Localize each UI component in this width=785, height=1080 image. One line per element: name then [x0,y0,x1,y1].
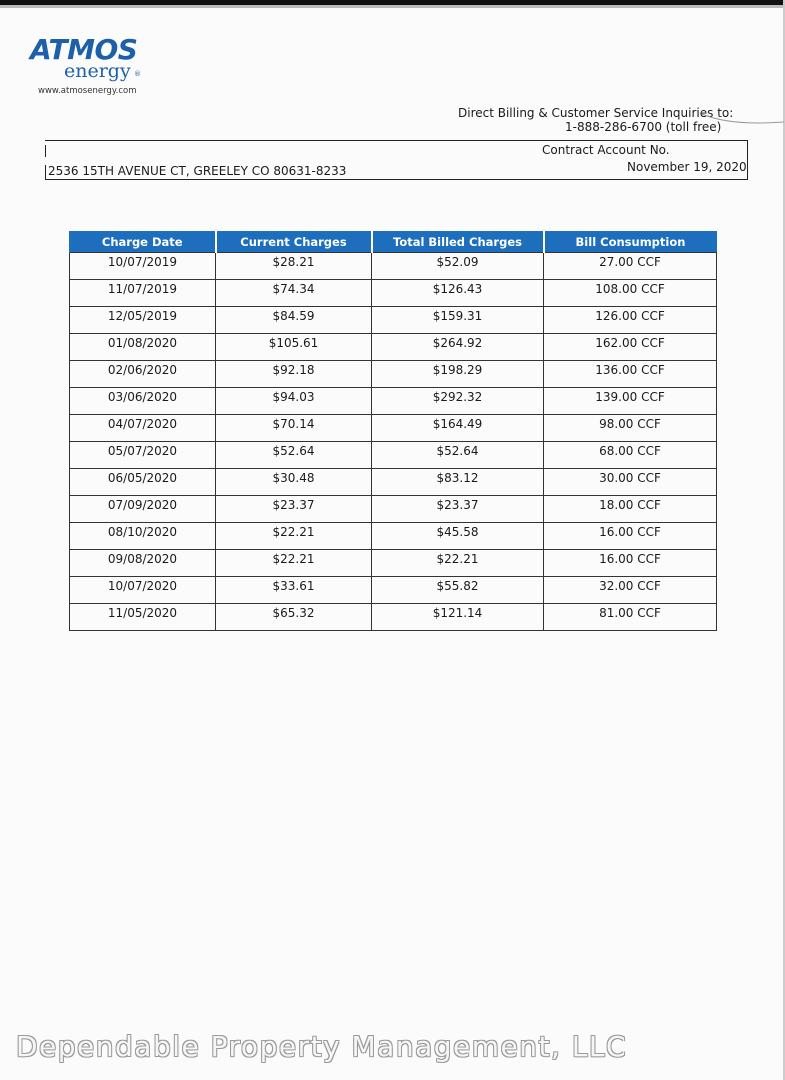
total-billed-cell: $198.29 [372,361,544,388]
total-billed-cell: $264.92 [372,334,544,361]
table-row [70,334,717,361]
consumption-cell: 126.00 CCF [544,307,717,334]
charge-date-cell: 02/06/2020 [70,361,216,388]
consumption-cell: 16.00 CCF [544,550,717,577]
charge-date-cell: 07/09/2020 [70,496,216,523]
current-charges-cell: $65.32 [216,604,372,631]
current-charges-cell: $70.14 [216,415,372,442]
total-billed-cell: $52.64 [372,442,544,469]
contract-account-label: Contract Account No. [542,143,670,157]
table-row [70,550,717,577]
charge-date-cell: 04/07/2020 [70,415,216,442]
column-header: Bill Consumption [544,232,717,253]
consumption-cell: 98.00 CCF [544,415,717,442]
charge-date-cell: 11/07/2019 [70,280,216,307]
scan-edge-shadow [0,5,785,8]
atmos-energy-logo [30,30,150,100]
table-row [70,496,717,523]
logo-registered-mark: ® [134,70,141,78]
total-billed-cell: $45.58 [372,523,544,550]
current-charges-cell: $52.64 [216,442,372,469]
service-address: 2536 15TH AVENUE CT, GREELEY CO 80631-8233 [48,164,347,178]
table-row [70,388,717,415]
consumption-cell: 30.00 CCF [544,469,717,496]
column-header: Current Charges [216,232,372,253]
logo-subtitle: energy [64,60,131,82]
current-charges-cell: $74.34 [216,280,372,307]
table-row [70,361,717,388]
current-charges-cell: $22.21 [216,523,372,550]
consumption-cell: 81.00 CCF [544,604,717,631]
total-billed-cell: $292.32 [372,388,544,415]
current-charges-cell: $94.03 [216,388,372,415]
charge-date-cell: 11/05/2020 [70,604,216,631]
charge-date-cell: 08/10/2020 [70,523,216,550]
pen-mark-icon [700,100,785,130]
consumption-cell: 32.00 CCF [544,577,717,604]
total-billed-cell: $83.12 [372,469,544,496]
statement-date: November 19, 2020 [627,160,747,174]
inquiries-phone: 1-888-286-6700 (toll free) [565,120,722,134]
current-charges-cell: $92.18 [216,361,372,388]
box-left-mark [45,165,46,179]
consumption-cell: 68.00 CCF [544,442,717,469]
total-billed-cell: $22.21 [372,550,544,577]
current-charges-cell: $33.61 [216,577,372,604]
charge-date-cell: 03/06/2020 [70,388,216,415]
table-row [70,604,717,631]
table-row [70,307,717,334]
consumption-cell: 27.00 CCF [544,253,717,280]
current-charges-cell: $84.59 [216,307,372,334]
consumption-cell: 162.00 CCF [544,334,717,361]
table-row [70,469,717,496]
total-billed-cell: $126.43 [372,280,544,307]
current-charges-cell: $30.48 [216,469,372,496]
logo-wordmark: ATMOS [30,33,138,66]
consumption-cell: 139.00 CCF [544,388,717,415]
table-row [70,442,717,469]
total-billed-cell: $55.82 [372,577,544,604]
charge-date-cell: 10/07/2019 [70,253,216,280]
table-row [70,577,717,604]
charge-date-cell: 06/05/2020 [70,469,216,496]
box-left-mark [45,145,46,157]
table-row [70,415,717,442]
consumption-cell: 136.00 CCF [544,361,717,388]
charge-date-cell: 10/07/2020 [70,577,216,604]
total-billed-cell: $23.37 [372,496,544,523]
current-charges-cell: $22.21 [216,550,372,577]
current-charges-cell: $23.37 [216,496,372,523]
table-row [70,280,717,307]
column-header: Total Billed Charges [372,232,544,253]
charge-date-cell: 12/05/2019 [70,307,216,334]
charge-date-cell: 09/08/2020 [70,550,216,577]
total-billed-cell: $121.14 [372,604,544,631]
current-charges-cell: $28.21 [216,253,372,280]
consumption-cell: 18.00 CCF [544,496,717,523]
column-header: Charge Date [70,232,216,253]
consumption-cell: 108.00 CCF [544,280,717,307]
company-website: www.atmosenergy.com [38,86,137,96]
inquiries-heading: Direct Billing & Customer Service Inquiries to: [458,106,734,120]
billing-history-table [69,231,717,631]
table-row [70,253,717,280]
current-charges-cell: $105.61 [216,334,372,361]
table-row [70,523,717,550]
total-billed-cell: $159.31 [372,307,544,334]
watermark-text: Dependable Property Management, LLC [16,1030,628,1063]
table-header-row [70,232,717,253]
charge-date-cell: 05/07/2020 [70,442,216,469]
total-billed-cell: $52.09 [372,253,544,280]
charge-date-cell: 01/08/2020 [70,334,216,361]
consumption-cell: 16.00 CCF [544,523,717,550]
total-billed-cell: $164.49 [372,415,544,442]
